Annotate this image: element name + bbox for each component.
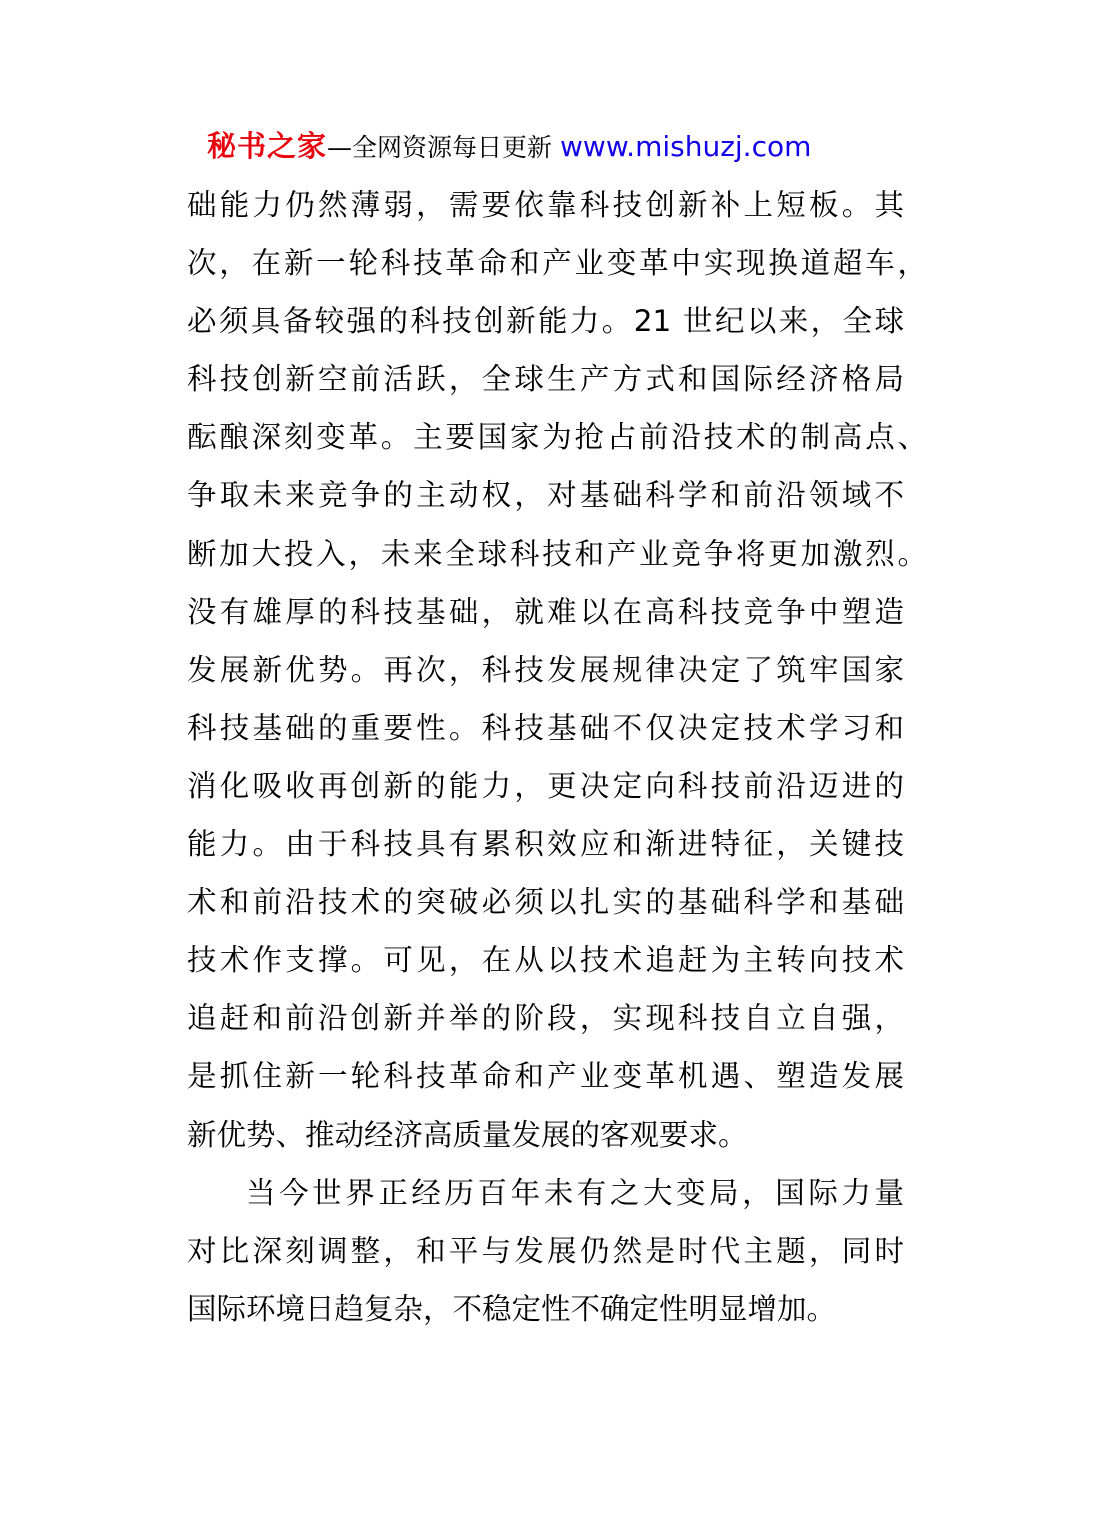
- text-line: 国际环境日趋复杂，不稳定性不确定性明显增加。: [187, 1291, 837, 1326]
- document-body: [187, 176, 927, 1338]
- text-line: 断加大投入，未来全球科技和产业竞争将更加激烈。: [187, 536, 927, 571]
- text-line: 是抓住新一轮科技革命和产业变革机遇、塑造发展: [187, 1059, 904, 1094]
- text-line: 当今世界正经历百年未有之大变局，国际力量: [246, 1175, 904, 1210]
- paragraph-2: [187, 1164, 927, 1338]
- text-line: 发展新优势。再次，科技发展规律决定了筑牢国家: [187, 652, 904, 687]
- text-line: 酝酿深刻变革。主要国家为抢占前沿技术的制高点、: [187, 420, 927, 455]
- page-header: [207, 122, 811, 170]
- text-line: 术和前沿技术的突破必须以扎实的基础科学和基础: [187, 885, 904, 920]
- text-line: 追赶和前沿创新并举的阶段，实现科技自立自强，: [187, 1001, 904, 1036]
- text-line: 科技基础的重要性。科技基础不仅决定技术学习和: [187, 710, 904, 745]
- text-line: 没有雄厚的科技基础，就难以在高科技竞争中塑造: [187, 594, 904, 629]
- text-line: 础能力仍然薄弱，需要依靠科技创新补上短板。其: [187, 188, 904, 222]
- text-line: 次，在新一轮科技革命和产业变革中实现换道超车，: [187, 246, 927, 281]
- text-line: 科技创新空前活跃，全球生产方式和国际经济格局: [187, 362, 904, 397]
- text-line: 新优势、推动经济高质量发展的客观要求。: [187, 1117, 748, 1152]
- text-line: 对比深刻调整，和平与发展仍然是时代主题，同时: [187, 1233, 904, 1268]
- text-line: 消化吸收再创新的能力，更决定向科技前沿迈进的: [187, 768, 904, 803]
- header-tagline: —全网资源每日更新: [327, 133, 553, 162]
- text-line: 必须具备较强的科技创新能力。21 世纪以来，全球: [187, 304, 904, 339]
- site-url-link[interactable]: www.mishuzj.com: [560, 130, 812, 163]
- paragraph-1: [187, 176, 927, 1164]
- text-line: 争取未来竞争的主动权，对基础科学和前沿领域不: [187, 478, 904, 513]
- brand-name: 秘书之家: [207, 129, 328, 163]
- text-line: 技术作支撑。可见，在从以技术追赶为主转向技术: [187, 943, 904, 978]
- text-line: 能力。由于科技具有累积效应和渐进特征，关键技: [187, 827, 904, 862]
